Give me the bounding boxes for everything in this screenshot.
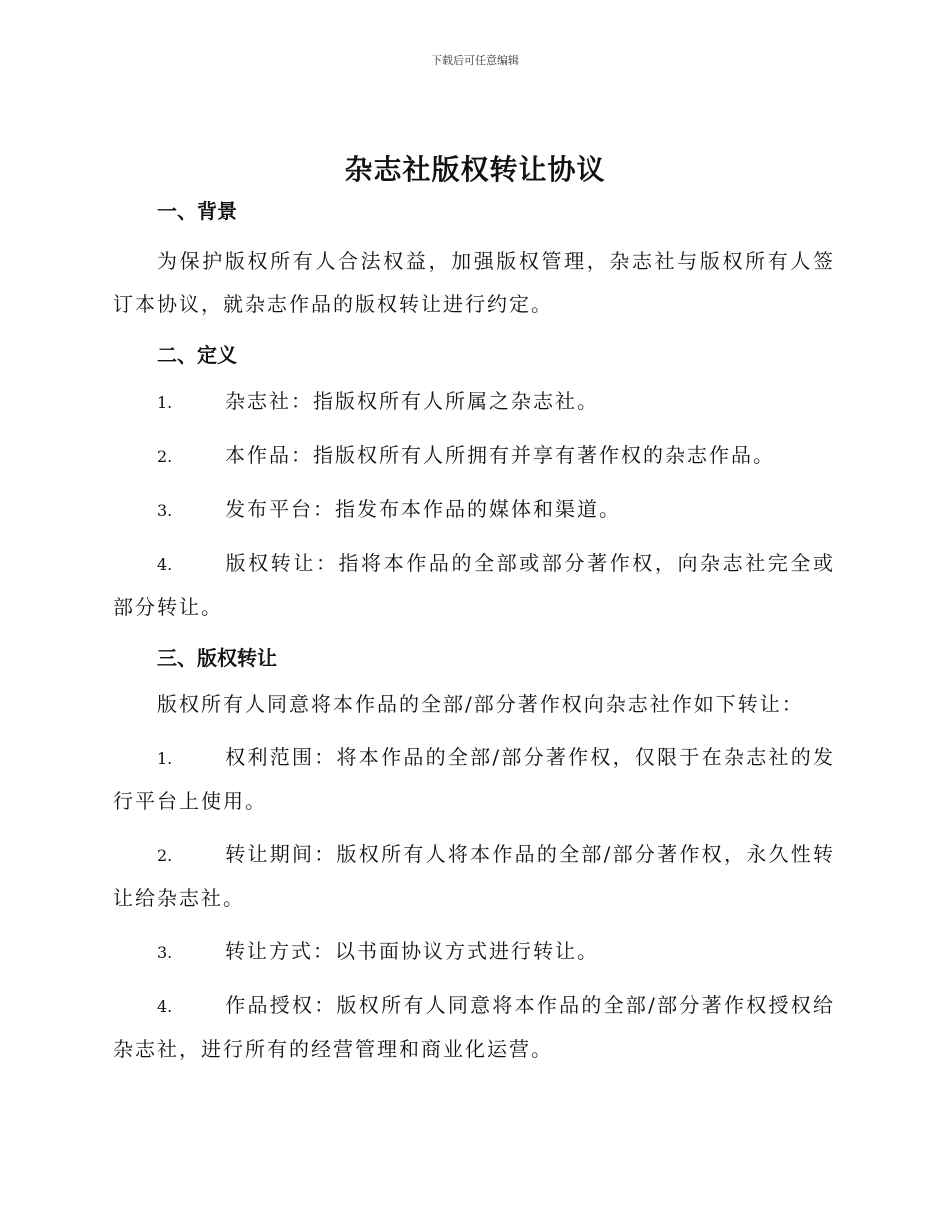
- list-item: [113, 542, 835, 629]
- header-note: 下载后可任意编辑: [431, 54, 519, 67]
- list-item: [113, 736, 835, 823]
- paragraph: 为保护版权所有人合法权益，加强版权管理，杂志社与版权所有人签订本协议，就杂志作品的版权转让进行约定。: [113, 249, 835, 316]
- list-text: 发布平台：指发布本作品的媒体和渠道。: [225, 497, 621, 521]
- list-text: 转让期间：版权所有人将本作品的全部/部分著作权，永久性转让给杂志社。: [113, 842, 835, 910]
- list-number: 2.: [157, 447, 173, 466]
- document-title: 杂志社版权转让协议: [344, 153, 606, 186]
- list-text: 转让方式：以书面协议方式进行转让。: [225, 939, 599, 963]
- list-number: 4.: [157, 997, 173, 1016]
- list-item: [113, 930, 835, 974]
- list-text: 作品授权：版权所有人同意将本作品的全部/部分著作权授权给杂志社，进行所有的经营管理和商业化运营。: [113, 993, 835, 1061]
- list-item: [113, 488, 835, 532]
- document-body: [113, 196, 835, 1071]
- list-text: 杂志社：指版权所有人所属之杂志社。: [225, 389, 599, 413]
- section-heading-transfer: 三、版权转让: [157, 646, 277, 670]
- list-item: [113, 434, 835, 478]
- list-item: [113, 833, 835, 920]
- list-number: 2.: [157, 846, 173, 865]
- list-number: 1.: [157, 393, 173, 412]
- list-item: [113, 984, 835, 1071]
- section-heading-background: 一、背景: [157, 199, 237, 223]
- section-intro: 版权所有人同意将本作品的全部/部分著作权向杂志社作如下转让：: [157, 692, 804, 716]
- list-item: [113, 380, 835, 424]
- list-number: 1.: [157, 749, 173, 768]
- list-text: 权利范围：将本作品的全部/部分著作权，仅限于在杂志社的发行平台上使用。: [113, 745, 835, 813]
- section-heading-definitions: 二、定义: [157, 343, 237, 367]
- list-number: 3.: [157, 501, 173, 520]
- list-text: 本作品：指版权所有人所拥有并享有著作权的杂志作品。: [225, 443, 775, 467]
- list-text: 版权转让：指将本作品的全部或部分著作权，向杂志社完全或部分转让。: [113, 551, 835, 619]
- list-number: 3.: [157, 943, 173, 962]
- list-number: 4.: [157, 555, 173, 574]
